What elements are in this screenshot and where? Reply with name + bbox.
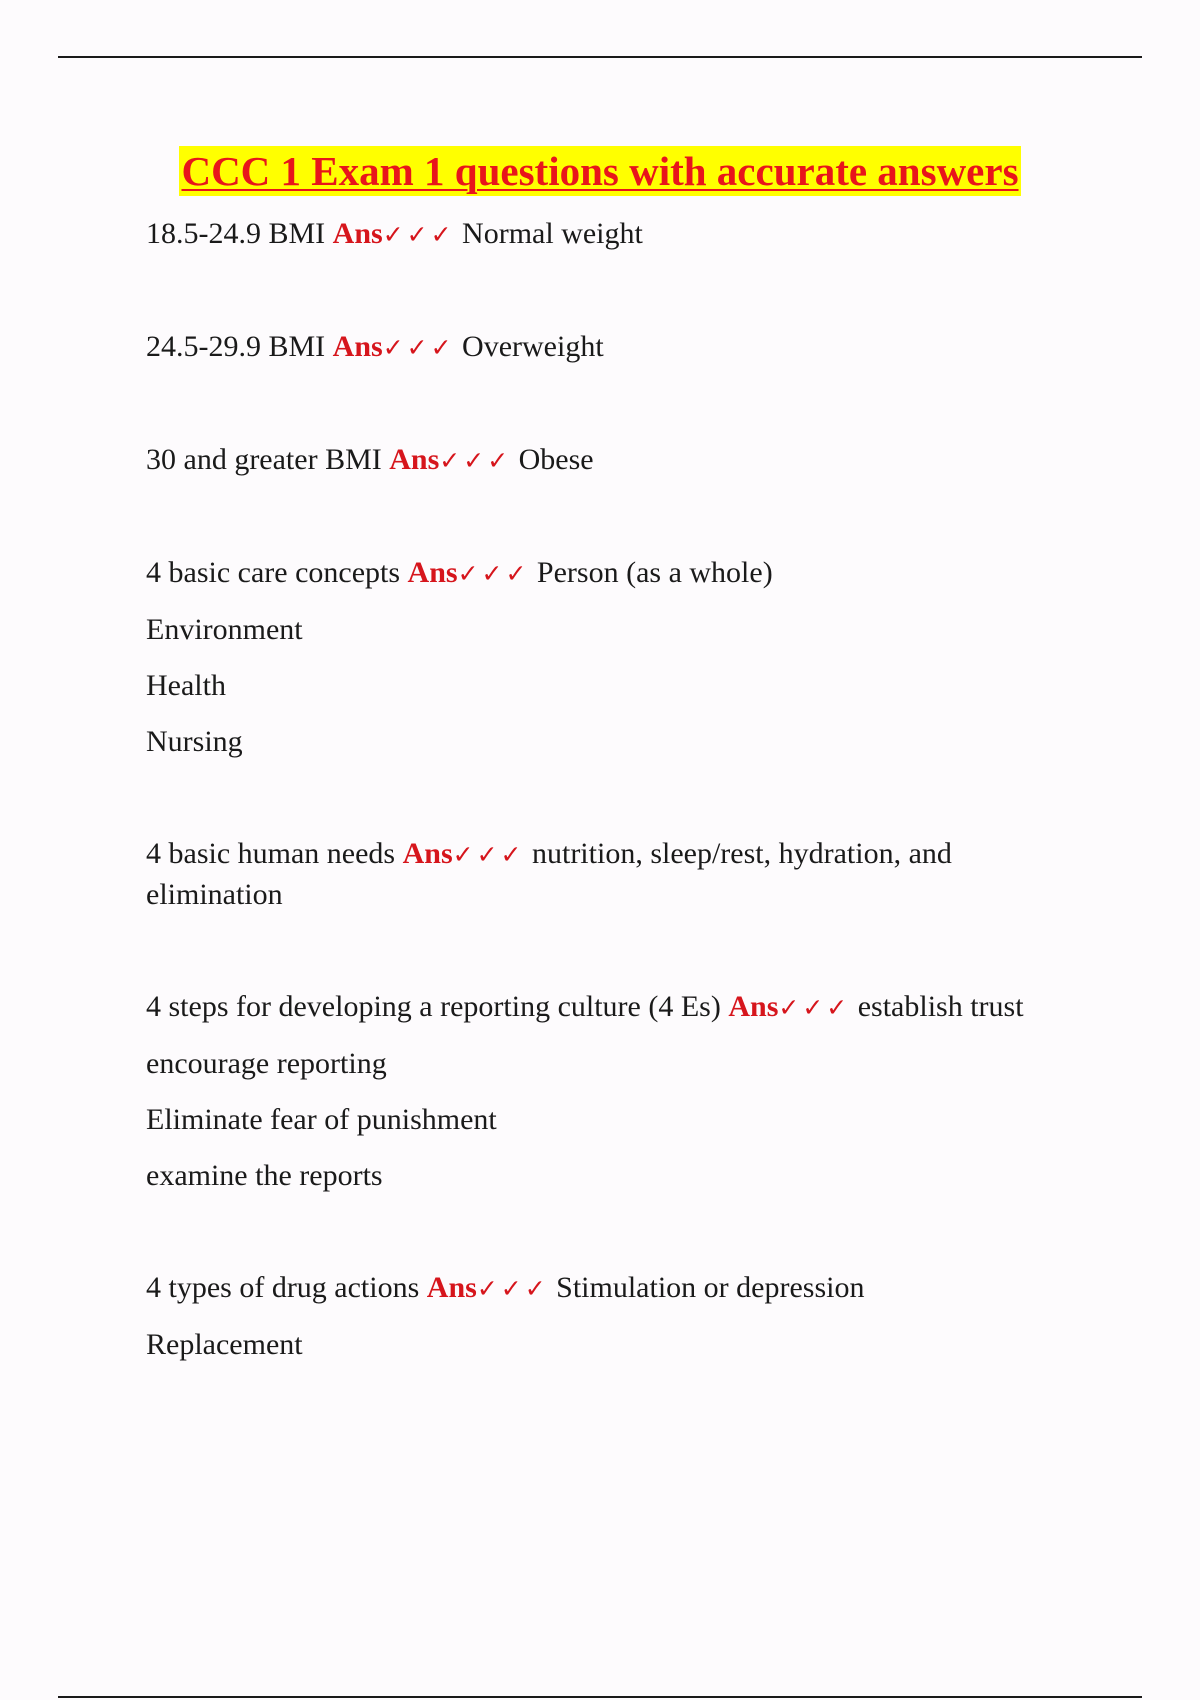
check-marks-icon: ✓✓✓ — [382, 220, 455, 249]
answer-continuation: Nursing — [146, 725, 243, 758]
check-marks-icon: ✓✓✓ — [778, 993, 851, 1022]
question-line — [146, 987, 1046, 1028]
answer-text: Stimulation or depression — [556, 1271, 865, 1304]
question-text: 4 basic human needs — [146, 837, 396, 870]
answer-text: Person (as a whole) — [536, 556, 773, 589]
qa-item — [146, 327, 1046, 368]
question-line — [146, 327, 1046, 368]
question-line — [146, 553, 1046, 594]
answer-continuation: Health — [146, 669, 226, 702]
answer-marker: Ans — [407, 556, 458, 589]
question-text: 4 basic care concepts — [146, 556, 401, 589]
answer-marker: Ans — [332, 330, 383, 363]
qa-item — [146, 834, 1046, 915]
answer-marker: Ans — [332, 217, 383, 250]
answer-text: nutrition, sleep/rest, hydration, and elimination — [146, 837, 952, 911]
answer-text: Normal weight — [462, 217, 643, 250]
qa-list — [146, 214, 1046, 1437]
title-container — [0, 146, 1200, 196]
qa-item — [146, 1268, 1046, 1365]
answer-continuation: Eliminate fear of punishment — [146, 1103, 497, 1136]
check-marks-icon: ✓✓✓ — [457, 559, 530, 588]
check-marks-icon: ✓✓✓ — [452, 840, 525, 869]
answer-marker: Ans — [728, 990, 779, 1023]
qa-item — [146, 553, 1046, 762]
answer-marker: Ans — [426, 1271, 477, 1304]
question-line — [146, 440, 1046, 481]
question-text: 30 and greater BMI — [146, 443, 382, 476]
top-rule — [58, 56, 1142, 58]
question-text: 4 types of drug actions — [146, 1271, 420, 1304]
question-text: 24.5-29.9 BMI — [146, 330, 326, 363]
answer-continuation: examine the reports — [146, 1159, 383, 1192]
question-line — [146, 214, 1046, 255]
answer-text: Overweight — [462, 330, 604, 363]
question-text: 4 steps for developing a reporting culture (4 Es) — [146, 990, 721, 1023]
answer-continuation: Replacement — [146, 1328, 303, 1361]
document-title: CCC 1 Exam 1 questions with accurate answers — [181, 148, 1019, 194]
question-text: 18.5-24.9 BMI — [146, 217, 326, 250]
qa-item — [146, 214, 1046, 255]
answer-continuation: Environment — [146, 613, 303, 646]
answer-marker: Ans — [402, 837, 453, 870]
check-marks-icon: ✓✓✓ — [439, 446, 512, 475]
answer-marker: Ans — [389, 443, 440, 476]
qa-item — [146, 987, 1046, 1196]
answer-continuation: encourage reporting — [146, 1047, 387, 1080]
qa-item — [146, 440, 1046, 481]
question-line — [146, 1268, 1046, 1309]
answer-text: Obese — [518, 443, 594, 476]
check-marks-icon: ✓✓✓ — [476, 1274, 549, 1303]
answer-text: establish trust — [857, 990, 1024, 1023]
question-line — [146, 834, 1046, 915]
check-marks-icon: ✓✓✓ — [382, 333, 455, 362]
bottom-rule — [58, 1696, 1142, 1698]
